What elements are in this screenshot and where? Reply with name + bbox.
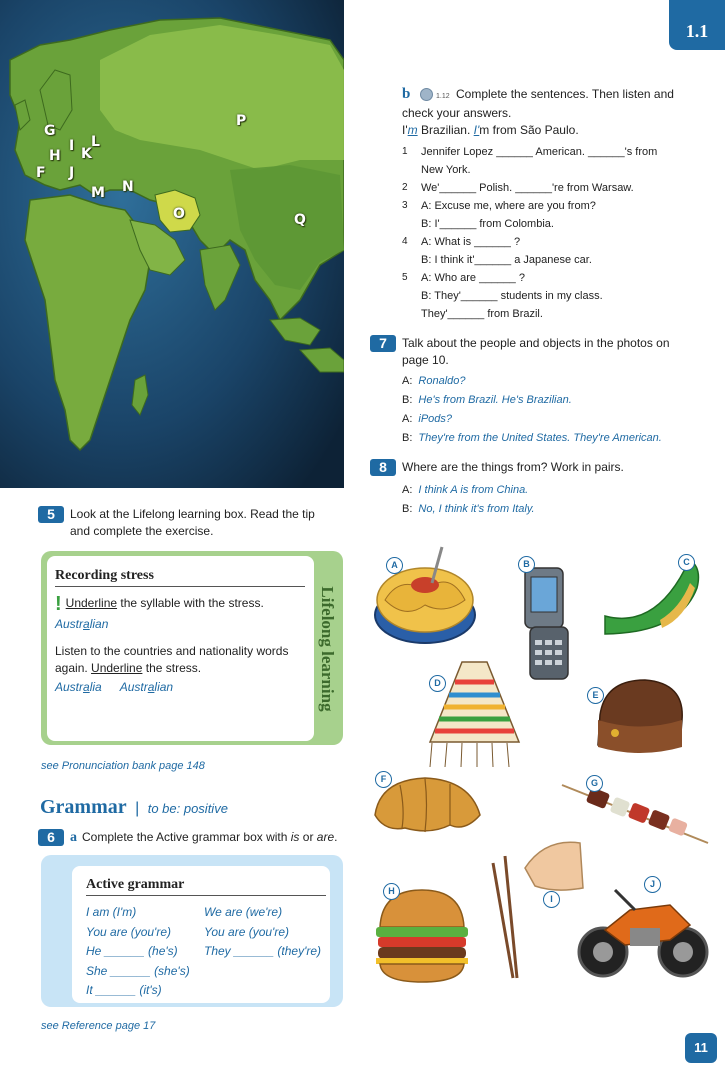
- exercise-5: [38, 506, 338, 540]
- motorbike-illustration: [575, 870, 710, 985]
- exercise-8-number: 8: [370, 459, 396, 476]
- item-2: [402, 179, 702, 197]
- lifelong-learning-side-label: [312, 556, 342, 741]
- item-line: A: Who are ______ ?: [421, 272, 525, 284]
- lifelong-example-2: [55, 680, 173, 694]
- item-3: [402, 197, 702, 233]
- speaker: B:: [402, 394, 413, 406]
- exercise-6-text: or: [299, 830, 317, 844]
- photo-label-j: J: [644, 876, 661, 893]
- example-underline-2: I': [473, 123, 480, 137]
- item-line: We'______ Polish. ______'re from Warsaw.: [421, 182, 634, 194]
- item-line: B: They'______ students in my class.: [421, 290, 603, 302]
- answer-text: I think A is from China.: [418, 484, 529, 496]
- see-reference-link[interactable]: see Reference page 17: [41, 1020, 156, 1032]
- map-label-o: O: [173, 206, 185, 222]
- speaker: A:: [402, 375, 413, 387]
- tip-underline: Underline: [65, 596, 118, 610]
- fur-hat-illustration: [590, 675, 690, 760]
- see-pronunciation-link[interactable]: see Pronunciation bank page 148: [41, 760, 205, 772]
- exercise-6-letter: a: [70, 830, 77, 845]
- photo-label-g: G: [586, 775, 603, 792]
- exclamation-icon: !: [55, 593, 62, 615]
- photo-label-f: F: [375, 771, 392, 788]
- unit-tab: 1.1: [669, 0, 725, 50]
- chopsticks-illustration: [485, 838, 585, 983]
- example-underline-1: m: [407, 123, 418, 137]
- active-grammar-left-column: [86, 903, 190, 1001]
- example-part: Austr: [55, 680, 84, 694]
- exercise-6a: [38, 829, 348, 846]
- lifelong-title: Recording stress: [55, 568, 305, 587]
- paragraph-text: Listen to the countries and nationality words again.: [55, 644, 289, 675]
- answer-text: iPods?: [418, 413, 453, 425]
- map-label-k: K: [81, 146, 92, 162]
- photo-label-i: I: [543, 891, 560, 908]
- grammar-line: She ______ (she's): [86, 963, 190, 978]
- exercise-b-example: [402, 122, 579, 139]
- paragraph-text: the stress.: [142, 661, 202, 675]
- item-line: B: I'______ from Colombia.: [421, 218, 554, 230]
- exercise-b-instruction: Complete the sentences. Then listen and check your answers.: [402, 87, 674, 120]
- photo-label-c: C: [678, 554, 695, 571]
- answer-text: No, I think it's from Italy.: [418, 503, 535, 515]
- speaker: B:: [402, 432, 413, 444]
- world-map: [0, 0, 344, 488]
- lifelong-paragraph: [55, 643, 305, 677]
- example-stress: a: [83, 680, 90, 694]
- mobile-phone-illustration: [520, 565, 575, 685]
- photo-label-a: A: [386, 557, 403, 574]
- exercise-8-instruction: Where are the things from? Work in pairs.: [402, 460, 624, 474]
- exercise-6-word-are: are: [316, 830, 335, 844]
- grammar-line: We are (we're): [204, 905, 283, 919]
- item-5: [402, 269, 702, 323]
- map-label-n: N: [122, 179, 134, 195]
- lifelong-tip: [55, 593, 310, 615]
- item-number: 1: [402, 146, 408, 157]
- tip-text: the syllable with the stress.: [117, 596, 264, 610]
- exercise-b: [402, 86, 702, 122]
- item-line: A: What is ______ ?: [421, 236, 521, 248]
- item-1: [402, 143, 702, 179]
- example-text-post: m from São Paulo.: [479, 123, 579, 137]
- example-stress: a: [83, 617, 90, 631]
- example-text-mid: Brazilian.: [417, 123, 474, 137]
- exercise-6-text: Complete the Active grammar box with: [82, 830, 291, 844]
- grammar-line: You are (you're): [86, 924, 172, 939]
- grammar-line: He ______ (he's): [86, 944, 178, 958]
- answer-text: He's from Brazil. He's Brazilian.: [418, 394, 572, 406]
- item-line: They'______ from Brazil.: [421, 308, 543, 320]
- exercise-7-number: 7: [370, 335, 396, 352]
- item-4: [402, 233, 702, 269]
- exercise-7-dialogue: [402, 371, 702, 447]
- active-grammar-title: Active grammar: [86, 877, 326, 896]
- grammar-sub-text: to be: positive: [147, 801, 228, 816]
- grammar-line: I am (I'm): [86, 905, 137, 919]
- exercise-8: [370, 459, 680, 476]
- item-number: 2: [402, 182, 408, 193]
- exercise-6-word-is: is: [290, 830, 300, 844]
- exercise-6-text: .: [334, 830, 338, 844]
- map-label-q: Q: [294, 212, 306, 228]
- lifelong-side-text: Lifelong learning: [318, 585, 337, 712]
- active-grammar-right-column: [204, 903, 321, 962]
- item-line: A: Excuse me, where are you from?: [421, 200, 596, 212]
- item-number: 5: [402, 272, 408, 283]
- audio-icon[interactable]: [420, 88, 433, 101]
- speaker: A:: [402, 413, 413, 425]
- item-number: 4: [402, 236, 408, 247]
- grammar-title: Grammar: [40, 796, 127, 818]
- map-label-i: I: [69, 138, 75, 154]
- photo-label-d: D: [429, 675, 446, 692]
- exercise-5-number: 5: [38, 506, 64, 523]
- example-part: lian: [154, 680, 174, 694]
- item-line: New York.: [421, 164, 471, 176]
- example-text: I': [402, 123, 408, 137]
- grammar-line: They ______ (they're): [204, 944, 322, 958]
- exercise-b-items: [402, 143, 702, 323]
- example-part: lia: [89, 680, 102, 694]
- item-line: Jennifer Lopez ______ American. ______'s from: [421, 146, 658, 158]
- exercise-8-dialogue: [402, 480, 702, 518]
- grammar-line: It ______ (it's): [86, 983, 162, 997]
- example-part: lian: [89, 617, 109, 631]
- photo-label-e: E: [587, 687, 604, 704]
- exercise-5-instruction: Look at the Lifelong learning box. Read the tip and complete the exercise.: [70, 507, 315, 538]
- item-number: 3: [402, 200, 408, 211]
- map-label-h: H: [49, 148, 61, 164]
- exercise-7: [370, 335, 670, 369]
- photo-label-h: H: [383, 883, 400, 900]
- answer-text: They're from the United States. They're American.: [418, 432, 662, 444]
- map-label-g: G: [44, 123, 56, 139]
- grammar-separator: |: [135, 800, 140, 817]
- exercise-7-instruction: Talk about the people and objects in the photos on page 10.: [402, 336, 670, 367]
- map-label-f: F: [36, 165, 46, 181]
- audio-track: 1.12: [436, 93, 450, 100]
- exercise-6-number: 6: [38, 829, 64, 846]
- poncho-illustration: [427, 657, 522, 772]
- example-part: Austr: [119, 680, 148, 694]
- lifelong-example-1: [55, 617, 108, 631]
- paragraph-underline: Underline: [91, 661, 143, 675]
- map-label-j: J: [69, 165, 75, 181]
- page-number: 11: [685, 1033, 717, 1063]
- answer-text: Ronaldo?: [418, 375, 466, 387]
- map-label-p: P: [236, 113, 247, 129]
- map-label-l: L: [91, 134, 100, 150]
- item-line: B: I think it'______ a Japanese car.: [421, 254, 592, 266]
- kebab-illustration: [560, 775, 710, 845]
- photo-label-b: B: [518, 556, 535, 573]
- grammar-line: You are (you're): [204, 924, 290, 939]
- speaker: B:: [402, 503, 413, 515]
- grammar-header: [40, 796, 228, 819]
- speaker: A:: [402, 484, 413, 496]
- example-stress: a: [147, 680, 155, 694]
- map-label-m: M: [91, 185, 105, 201]
- exercise-b-letter: b: [402, 86, 411, 102]
- example-part: Austr: [55, 617, 84, 631]
- grammar-subtitle: [148, 801, 228, 816]
